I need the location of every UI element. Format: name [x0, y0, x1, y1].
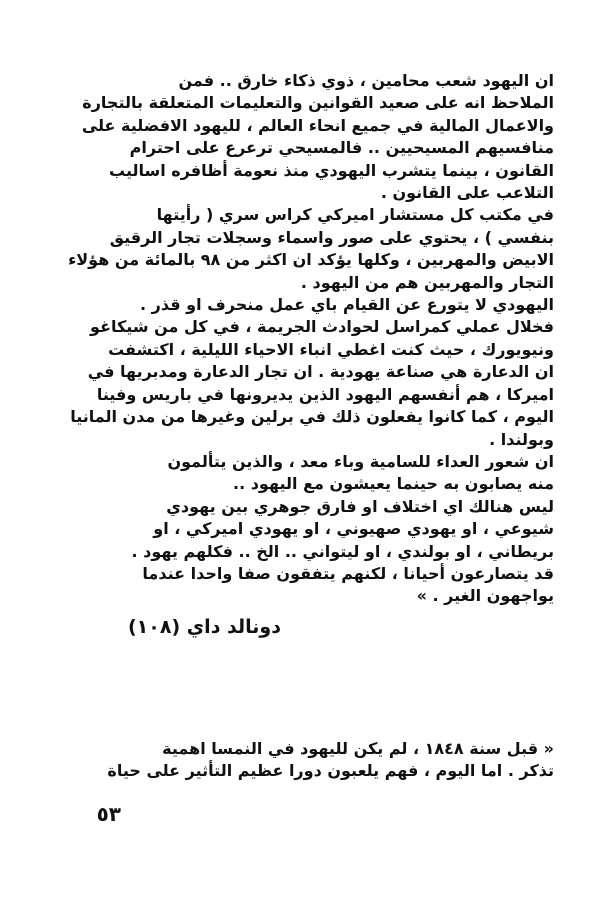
text-line: قد يتصارعون أحيانا ، لكنهم يتفقون صفا واحدا عندما — [142, 563, 554, 583]
paragraph-antisemitism — [98, 451, 554, 496]
main-text — [68, 70, 554, 608]
text-line: فخلال عملي كمراسل لحوادث الجريمة ، في كل من شيكاغو — [90, 317, 554, 337]
paragraph-austria-quote — [92, 738, 554, 783]
paragraph-no-difference — [98, 496, 554, 608]
paragraph-reporter — [70, 294, 554, 451]
text-line: « قبل سنة ١٨٤٨ ، لم يكن لليهود في النمسا اهمية — [162, 739, 554, 758]
text-line: ان الدعارة هي صناعة يهودية . ان تجار الدعارة ومدبريها في — [87, 362, 554, 382]
page-number: ٥٣ — [96, 802, 121, 826]
text-line: في مكتب كل مستشار اميركي كراس سري ( رأيتها — [156, 205, 554, 225]
paragraph-consultant — [68, 204, 554, 294]
paragraph-lawyers — [81, 70, 554, 204]
text-line: التلاعب على القانون . — [380, 183, 554, 203]
text-line: وبولندا . — [489, 429, 554, 449]
text-line: التجار والمهربين هم من اليهود . — [300, 272, 554, 292]
text-line: اليهودي لا يتورع عن القيام باي عمل منحرف او قذر . — [140, 295, 554, 315]
text-line: اميركا ، هم أنفسهم اليهود الذين يديرونها في باريس وفينا — [96, 384, 554, 404]
text-line: الابيض والمهربين ، وكلها يؤكد ان اكثر من ٩٨ بالمائة من هؤلاء — [68, 250, 554, 270]
text-line: بريطاني ، او بولندي ، او ليتواني .. الخ .. فكلهم يهود . — [131, 541, 554, 561]
text-line: شيوعي ، او يهودي صهيوني ، او يهودي اميركي ، او — [153, 519, 554, 539]
signature: دونالد داي (١٠٨) — [127, 616, 281, 638]
text-line: ان شعور العداء للسامية وباء معد ، والذين يتألمون — [167, 451, 554, 471]
text-line: تذكر . اما اليوم ، فهم يلعبون دورا عظيم التأثير على حياة — [107, 761, 554, 781]
quote-text — [92, 738, 554, 783]
text-line: منافسيهم المسيحيين .. فالمسيحي ترعرع على احترام — [129, 138, 554, 158]
text-line: يواجهون الغير . » — [416, 586, 554, 606]
text-line: منه يصابون به حينما يعيشون مع اليهود .. — [232, 474, 554, 494]
text-line: ان اليهود شعب محامين ، ذوي ذكاء خارق .. فمن — [178, 71, 554, 90]
text-line: ليس هنالك اي اختلاف او فارق جوهري بين يهودي — [166, 496, 554, 516]
text-line: بنفسي ) ، يحتوي على صور واسماء وسجلات تجار الرقيق — [109, 227, 554, 247]
text-line: ونيويورك ، حيث كنت اغطي انباء الاحياء الليلية ، اكتشفت — [108, 339, 554, 359]
text-line: والاعمال المالية في جميع انحاء العالم ، لليهود الافضلية على — [81, 115, 554, 135]
text-line: الملاحظ انه على صعيد القوانين والتعليمات المتعلقة بالتجارة — [82, 93, 554, 113]
text-line: القانون ، بينما يتشرب اليهودي منذ نعومة أظافره اساليب — [109, 160, 554, 180]
text-line: اليوم ، كما كانوا يفعلون ذلك في برلين وغيرها من مدن المانيا — [70, 407, 554, 427]
